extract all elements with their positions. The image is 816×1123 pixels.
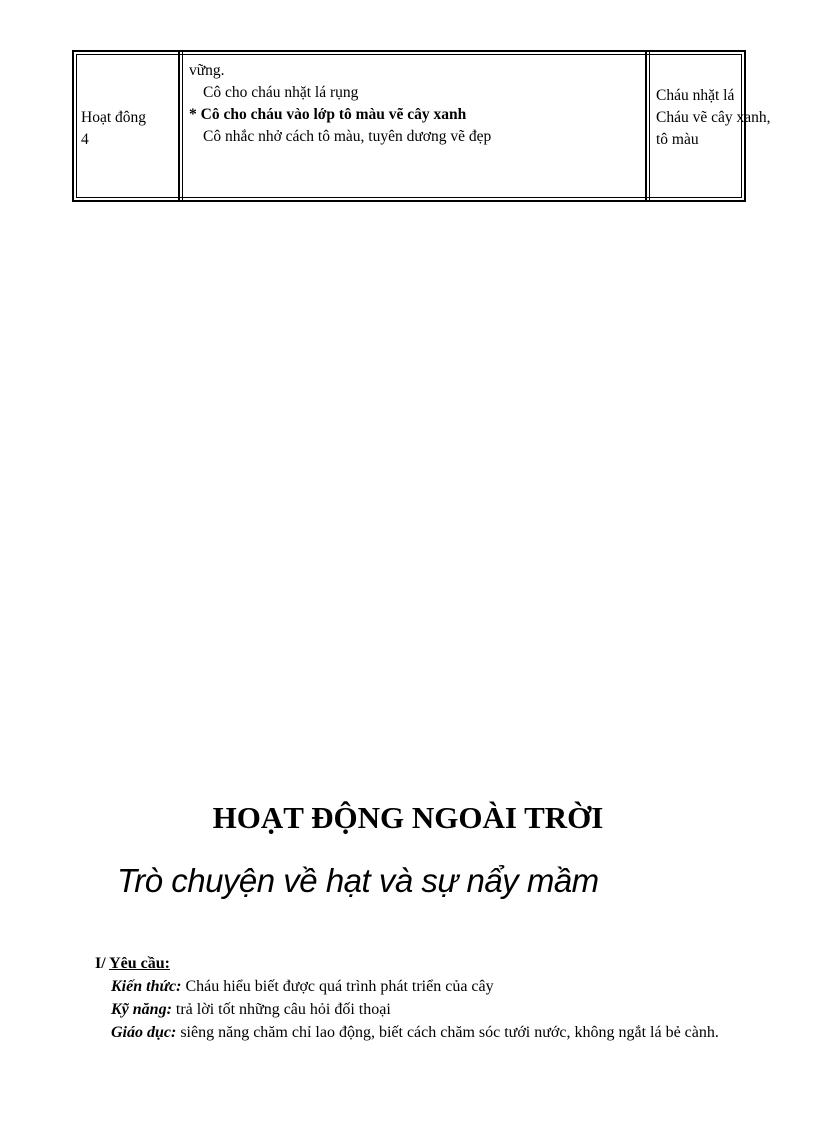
requirement-text: trả lời tốt những câu hỏi đối thoại — [171, 1001, 391, 1018]
child-line-3: tô màu — [656, 131, 699, 148]
requirement-label: Giáo dục: — [111, 1024, 177, 1041]
child-activity-cell — [648, 52, 771, 200]
teacher-line-2: Cô cho cháu nhặt lá rụng — [203, 84, 359, 101]
activity-name-line: Hoạt đông — [81, 109, 147, 126]
requirement-text: siêng năng chăm chỉ lao động, biết cách chăm sóc tưới nước, không ngắt lá bẻ cành. — [176, 1024, 719, 1041]
activity-number: 4 — [81, 131, 89, 148]
teacher-line-3: * Cô cho cháu vào lớp tô màu vẽ cây xanh — [189, 106, 467, 123]
page-title: HOẠT ĐỘNG NGOÀI TRỜI — [212, 800, 604, 835]
child-line-1: Cháu nhặt lá — [656, 87, 735, 104]
teacher-line-4: Cô nhắc nhở cách tô màu, tuyên dương vẽ đẹp — [203, 128, 492, 145]
teacher-activity-cell — [181, 52, 648, 200]
requirements-section — [95, 952, 725, 1044]
teacher-line-1: vững. — [189, 62, 225, 79]
requirement-item — [95, 975, 725, 998]
requirement-item — [95, 1021, 725, 1044]
requirement-text: Cháu hiểu biết được quá trình phát triển của cây — [181, 978, 494, 995]
section-number: I/ — [95, 955, 106, 972]
activity-name-cell — [74, 52, 181, 200]
activity-table — [72, 50, 771, 202]
section-heading: Yêu cầu: — [109, 955, 170, 972]
page-subtitle: Trò chuyện về hạt và sự nẩy mầm — [117, 862, 599, 899]
child-line-2: Cháu vẽ cây xanh, — [656, 109, 771, 126]
requirement-label: Kỹ năng: — [111, 1001, 172, 1018]
requirement-label: Kiến thức: — [111, 978, 182, 995]
requirement-item — [95, 998, 725, 1021]
requirements-heading — [95, 952, 725, 975]
